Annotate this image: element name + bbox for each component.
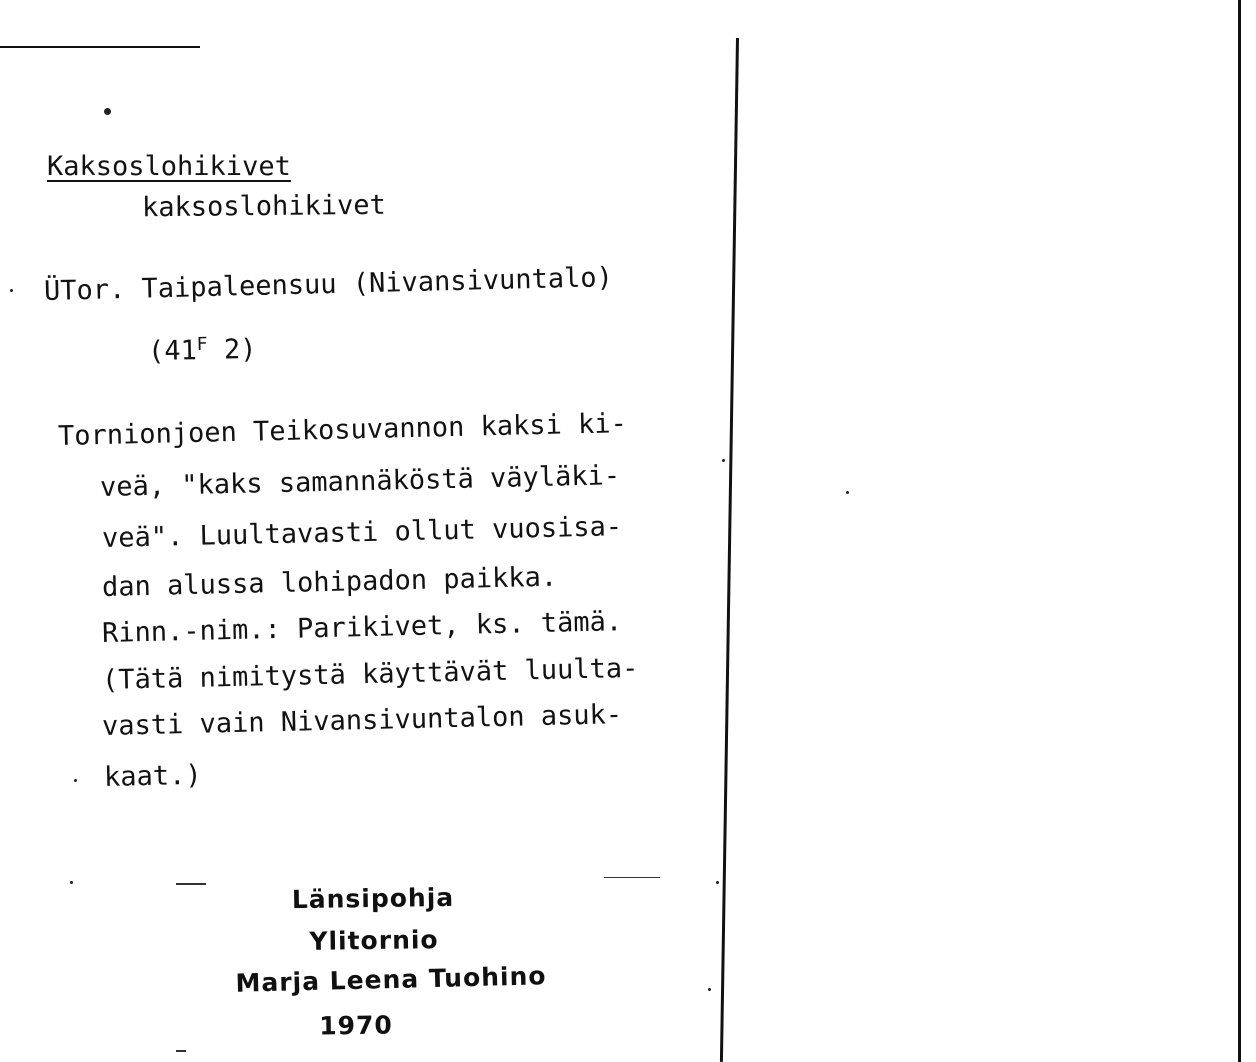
description-line: Rinn.-nim.: Parikivet, ks. tämä. [101,606,623,649]
right-edge-line [1238,0,1241,1062]
ink-dash [176,883,206,885]
map-ref-sup: F [196,333,208,356]
top-rule [0,46,200,48]
ink-speck [104,108,111,115]
ink-dash [604,877,660,878]
variant-form: kaksoslohikivet [141,189,386,224]
headword: Kaksoslohikivet [47,151,291,182]
ink-speck [70,881,73,884]
description-line: kaat.) [103,759,202,793]
description-line: vasti vain Nivansivuntalon asuk- [101,699,623,742]
map-reference [147,333,257,368]
description-line: (Tätä nimitystä käyttävät luulta- [101,652,639,696]
ink-dash [176,1050,186,1052]
ink-speck [722,459,725,462]
description-line: veä, "kaks samannäköstä väyläki- [99,460,621,503]
stamp-parish: Ylitornio [309,925,439,956]
stamp-year: 1970 [319,1010,393,1041]
ink-speck [846,491,849,494]
location-line: ÜTor. Taipaleensuu (Nivansivuntalo) [43,262,614,307]
map-ref-close: 2) [207,333,257,366]
vertical-divider [720,38,739,1062]
ink-speck [708,988,711,991]
map-ref-open: (41 [147,335,198,368]
ink-speck [10,289,13,292]
description-line: dan alussa lohipadon paikka. [101,561,558,603]
stamp-region: Länsipohja [291,882,455,915]
ink-speck [74,779,77,782]
description-line: Tornionjoen Teikosuvannon kaksi ki- [57,408,628,452]
description-line: veä". Luultavasti ollut vuosisa- [101,511,623,554]
stamp-collector: Marja Leena Tuohino [235,961,547,998]
ink-speck [716,881,719,884]
